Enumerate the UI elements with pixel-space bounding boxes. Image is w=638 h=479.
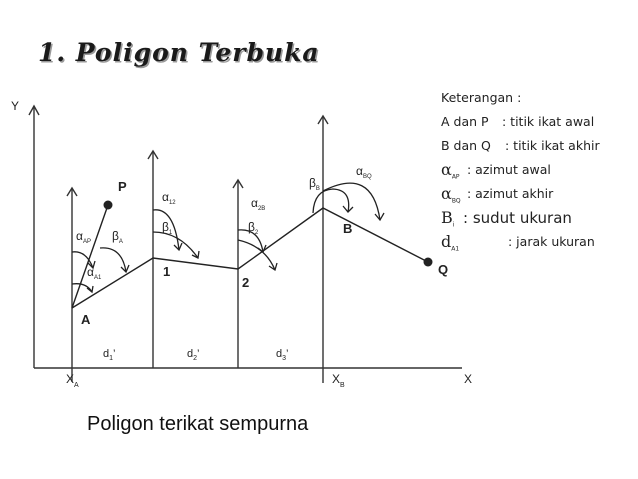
legend-desc: : azimut akhir (467, 186, 554, 201)
label-a: A (81, 312, 91, 327)
distance-labels (103, 348, 288, 362)
alpha-2b-label: $\alpha_{2B}$ (251, 196, 266, 212)
legend-row-distance (441, 230, 595, 254)
legend-desc: : jarak ukuran (508, 234, 595, 249)
legend-row-alpha-bq (441, 182, 554, 206)
d2-label: $d_2$’ (187, 348, 200, 362)
legend-symbol: d (441, 232, 452, 251)
point-labels (81, 179, 448, 327)
y-axis-label: Y (11, 99, 20, 113)
legend-row-end-points (441, 134, 600, 158)
legend-symbol-sub: i (452, 221, 455, 229)
legend-row-start-points (441, 110, 595, 134)
label-2: 2 (242, 275, 250, 290)
line-a-p (72, 205, 108, 308)
arc-beta-b (313, 189, 349, 213)
figure-caption: Poligon terikat sempurna (87, 413, 309, 435)
x-axis-label: X (464, 372, 473, 386)
alpha-bq-label: $\alpha_{BQ}$ (356, 164, 372, 180)
label-q: Q (438, 262, 449, 277)
beta-2-label: $\beta_2$ (248, 220, 259, 236)
legend-panel (441, 86, 600, 254)
d1-label: $d_1$’ (103, 348, 116, 362)
beta-b-label: $\beta_B$ (309, 176, 320, 192)
alpha-a1-label: $\alpha_{A1}$ (87, 265, 102, 281)
legend-desc: : sudut ukuran (463, 209, 572, 227)
legend-symbol: B (441, 208, 453, 227)
arc-beta-1 (153, 232, 198, 258)
point-q-marker (424, 258, 433, 267)
legend-row-beta (441, 206, 572, 230)
legend-term: A dan P (441, 114, 489, 129)
arc-alpha-a1 (72, 284, 92, 292)
alpha-12-label: $\alpha_{12}$ (162, 190, 176, 206)
xb-label: $X_B$ (332, 372, 345, 389)
legend-symbol-sub: BQ (451, 197, 461, 205)
page-title: 1. Poligon Terbuka (38, 38, 320, 67)
legend-symbol-sub: A1 (451, 245, 460, 253)
legend-desc: : titik ikat awal (502, 114, 595, 129)
point-p-marker (104, 201, 113, 210)
legend-heading (441, 86, 521, 110)
beta-1-label: $\beta_1$ (162, 220, 173, 236)
beta-a-label: $\beta_A$ (112, 229, 123, 245)
legend-desc: : titik ikat akhir (505, 138, 600, 153)
legend-symbol: α (441, 184, 452, 203)
legend-heading-text: Keterangan : (441, 90, 522, 105)
axis-labels (11, 99, 472, 389)
d3-label: $d_3$’ (276, 348, 289, 362)
label-p: P (118, 179, 127, 194)
legend-desc: : azimut awal (467, 162, 551, 177)
label-b: B (343, 221, 353, 236)
label-1: 1 (163, 264, 171, 279)
legend-row-alpha-ap (441, 158, 551, 182)
legend-symbol: α (441, 160, 452, 179)
legend-term: B dan Q (441, 138, 491, 153)
legend-symbol-sub: AP (451, 173, 460, 181)
xa-label: $X_A$ (66, 372, 79, 389)
alpha-ap-label: $\alpha_{AP}$ (76, 229, 91, 245)
